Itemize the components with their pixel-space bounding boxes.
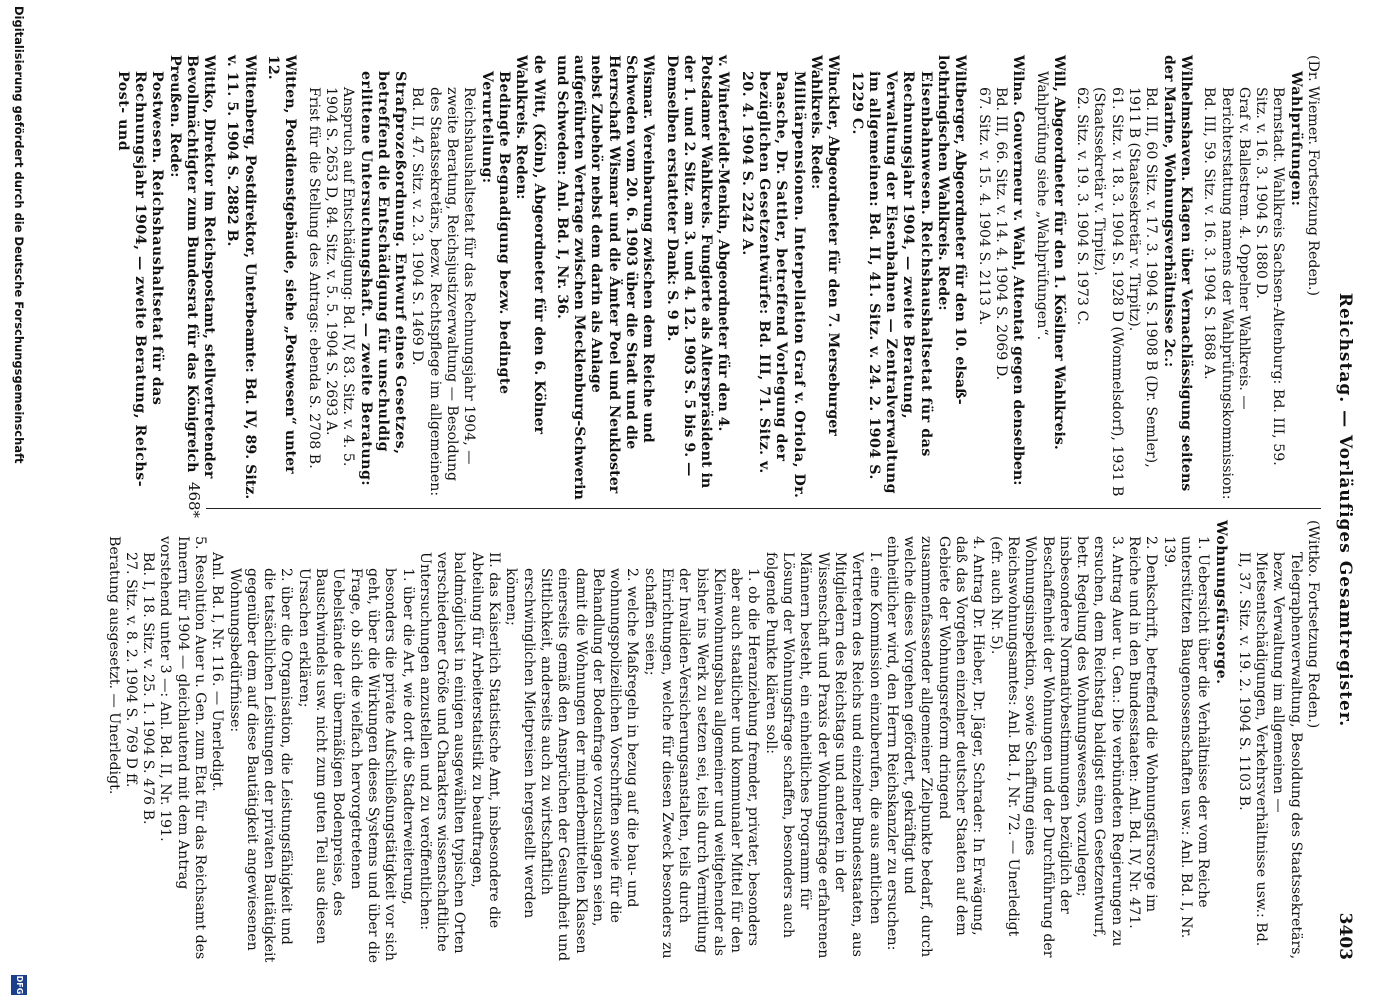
register-entry: Reichshaushaltsetat für das Rechnungsjahr 1904, — zweite Beratung, Reichsjustizverwaltung — Besoldung des Staatssekretärs, bezw. Rechtspflege im allgemeinen: Bd. II, 47. Sitz. v. 2. 3. 1904 S. 1469 D.	[409, 87, 478, 497]
register-entry: 3. Antrag Auer u. Gen.: Die verbündeten Regierungen zu ersuchen, dem Reichstag baldigst einen Gesetzentwurf, betr. Regelung des Wohnungswesens, vorzulegen; insbesondere Normativbestimmungen bezüglich der Beschaffenheit der Wohnungen und der Durchführung der Wohnungsinspektion, sowie Schaffung eines Reichswohnungsamtes: Anl. Bd. I, Nr. 72. — Unerledigt (efr. auch Nr. 5).	[987, 536, 1125, 958]
register-entry: Wohnungsfürsorge.	[1212, 520, 1229, 685]
digitization-footer	[5, 0, 31, 1000]
register-entry: Anl. Bd. I, Nr. 116. — Unerledigt.	[209, 552, 226, 792]
register-entry: Eisenbahnwesen. Reichshaushaltsetat für das Rechnungsjahr 1904, — zweite Beratung, Verwaltung der Eisenbahnen — Zentralverwaltung im allgemeinen: Bd. II, 41. Sitz. v. 24. 2. 1904 S. 1229 C.	[848, 71, 934, 495]
register-entry: Anspruch auf Entschädigung: Bd. IV, 83. Sitz. v. 4. 5. 1904 S. 2653 D, 84. Sitz. v. 5. 5. 1904 S. 2693 A.	[322, 87, 357, 467]
register-entry: II. das Kaiserlich Statistische Amt, insbesondere die Abteilung für Arbeiterstatistik zu beauftragen, baldmöglichst in einigen ausgewählten typischen Orten verschiedener Größe und Charakters wissenschaftliche Untersuchungen anzustellen und zu veröffentlichen:	[416, 552, 503, 954]
column-divider	[206, 508, 1321, 509]
register-entry: Witten, Postdienstgebäude, siehe „Postwesen“ unter 12.	[265, 55, 299, 474]
register-entry: Wismar. Vereinbarung zwischen dem Reiche und Schweden vom 20. 6. 1903 über die Stadt und die Herrschaft Wismar und die Ämter Poel und Neukloster nebst Zubehör nebst dem darin als Anlage aufgeführten Vertrage zwischen Mecklenburg-Schwerin und Schweden: Anl. Bd. I, Nr. 36.	[553, 55, 657, 500]
register-entry: Bernstadt. Wahlkreis Sachsen-Altenburg: Bd. III, 59. Sitz. v. 16. 3. 1904 S. 1880 D.	[1253, 87, 1287, 466]
register-entry: Bd. III, 60 Sitz. v. 17. 3. 1904 S. 1908 B (Dr. Semler), 1911 B (Staatssekretär v. Tirpitz).	[1126, 87, 1160, 468]
register-entry: 2. Denkschrift, betreffend die Wohnungsfürsorge im Reiche und in den Bundesstaaten: Anl. Bd. IV, Nr. 471.	[1126, 536, 1160, 929]
register-entry: de Witt, (Köln), Abgeordneter für den 6. Kölner Wahlkreis. Reden:	[513, 55, 547, 434]
register-entry: 2. welche Maßregeln in bezug auf die bau- und wohnungspolizeilichen Vorschriften sowie für die Behandlung der Bodenfrage vorzuschlagen seien, damit die Wohnungen der minderbemittelten Klassen einerseits gemäß den Ansprüchen der Gesundheit und Sittlichkeit, anderseits auch zu wirtschaftlich erschwinglichen Mietpreisen hergestellt werden können;	[503, 568, 641, 962]
register-entry: Wittenberg, Postdirektor, Unterbeamte: Bd. IV, 89. Sitz. v. 11. 5. 1904 S. 2882 B.	[224, 55, 258, 500]
entry-gap	[258, 55, 264, 500]
register-entry: 61. Sitz. v. 18. 3. 1904 S. 1928 D (Wommelsdorf), 1931 B (Staatssekretär v. Tirpitz).	[1091, 87, 1125, 497]
register-entry: Militärpensionen. Interpellation Graf v. Oriola, Dr. Paasche, Dr. Sattler, betreffend Vorlegung der bezüglichen Gesetzentwürfe: Bd. III, 71. Sitz. v. 20. 4. 1904 S. 2242 A.	[738, 71, 807, 499]
register-entry: (Wittko. Fortsetzung Reden.)	[1305, 520, 1321, 729]
register-entry: Wilna. Gouverneur v. Wahl, Attentat gegen denselben:	[1010, 55, 1027, 486]
register-entry: Bedingte Begnadigung bezw. bedingte Verurteilung:	[478, 71, 512, 395]
register-entry: Winckler, Abgeordneter für den 7. Merseburger Wahlkreis. Rede:	[807, 55, 842, 436]
register-entry: I. eine Kommission einzuberufen, die aus amtlichen Vertretern des Reichs und einzelner Bundesstaaten, aus Mitgliedern des Reichstags und anderen in der Wissenschaft und Praxis der Wohnungsfrage erfahrenen Männern besteht, ein einheitliches Programm für Lösung der Wohnungsfrage schaffen, besonders auch folgende Punkte klären soll:	[762, 552, 883, 959]
register-entry: Wilhelmshaven. Klagen über Vernachlässigung seitens der Marine, Wohnungsverhältnisse 2c.:	[1160, 55, 1194, 492]
register-entry: Frist für die Stellung des Antrags: ebenda S. 2708 B.	[305, 87, 322, 469]
register-entry: Bd. III, 66. Sitz. v. 14. 4. 1904 S. 2069 D.	[992, 87, 1009, 381]
register-entry: Telegraphenverwaltung, Besoldung des Staatssekretärs, bezw. Verwaltung im allgemeinen — Mietsentschädigungen, Verkehrsverhältnisse usw.: Bd. II, 37. Sitz. v. 19. 2. 1904 S. 1103 B.	[1235, 552, 1304, 960]
register-entry: Graf v. Ballestrem. 4. Oppelner Wahlkreis. — Berichterstattung namens der Wahlprüfungskommission: Bd. III, 59. Sitz. v. 16. 3. 1904 S. 1868 A.	[1201, 87, 1252, 500]
footer-text: Digitalisierung gefördert durch die Deutsche Forschungsgemeinschaft	[12, 6, 26, 464]
header-page-number: 3403	[1335, 912, 1355, 960]
register-entry: Will, Abgeordneter für den 1. Kösliner Wahlkreis.	[1050, 55, 1067, 450]
register-entry: 67. Sitz. v. 15. 4. 1904 S. 2113 A.	[975, 87, 992, 326]
register-entry: Wahlprüfung siehe „Wahlprüfungen“.	[1033, 71, 1050, 341]
register-entry: Bd. I, 18. Sitz. v. 25. 1. 1904 S. 476 B.	[140, 552, 157, 825]
register-entry: Beratung ausgesetzt. — Unerledigt.	[105, 536, 122, 795]
running-header	[1329, 60, 1355, 960]
register-entry: Wittko, Direktor im Reichspostamt, stellvertretender Bevollmächtigter zum Bundesrat für das Königreich Preußen. Rede:	[166, 55, 218, 479]
page-number-footer: 468*	[185, 481, 203, 519]
register-entry: v. Winterfeldt-Menkin, Abgeordneter für den 4. Potsdamer Wahlkreis. Fungierte als Alterspräsident in der 1. und 2. Sitz. am 3. und 4. 12. 1903 S. 5 bis 9. — Demselben erstatteter Dank: S. 9 B.	[663, 55, 732, 489]
register-entry: 4. Antrag Dr. Hieber, Dr. Jäger, Schrader: In Erwägung, daß das Vorgehen einzelner deutscher Staaten auf dem Gebiete der Wohnungsreform dringend zusammenfassender allgemeiner Zielpunkte bedarf, durch welche dieses Vorgehen gefördert, gekräftigt und einheitlicher wird, den Herrn Reichskanzler zu ersuchen:	[883, 536, 987, 958]
register-entry: Postwesen. Reichshaushaltsetat für das Rechnungsjahr 1904, — zweite Beratung, Reichs-Post- und	[114, 71, 166, 488]
register-entry: Wahlprüfungen:	[1287, 71, 1304, 207]
header-title: Reichstag. — Vorläufiges Gesamtregister.	[1335, 292, 1355, 728]
register-entry: 62. Sitz. v. 19. 3. 1904 S. 1973 C.	[1074, 87, 1091, 326]
register-entry: 27. Sitz. v. 8. 2. 1904 S. 769 D ff.	[122, 552, 139, 788]
register-entry: 1. über die Art, wie dort die Stadterweiterung, besonders die private Aufschließungstätigkeit vor sich geht, über die Wirkungen dieses Systems und über die Frage, ob sich die vielfach hervorgetretenen Uebelstände der übermäßigen Bodenpreise, des Bauschwindels usw. nicht zum guten Teil aus diesen Ursachen erklären;	[295, 568, 416, 964]
dfg-logo: DFG	[11, 975, 27, 995]
register-entry: 2. über die Organisation, die Leistungsfähigkeit und die tatsächlichen Leistungen der privaten Bautätigkeit gegenüber dem auf diese Bautätigkeit angewiesenen Wohnungsbedürfnisse:	[226, 568, 295, 963]
register-entry: 5. Resolution Auer u. Gen. zum Etat für das Reichsamt des Innern für 1904 — gleichlautend mit dem Antrag vorstehend unter 3 —: Anl. Bd. II, Nr. 191.	[157, 536, 208, 960]
register-entry: 1. Uebersicht über die Verhältnisse der vom Reiche unterstützten Baugenossenschaften usw.: Anl. Bd. I, Nr. 139.	[1160, 536, 1212, 939]
register-entry: 1. ob die Heranziehung fremder, privater, besonders aber auch staatlicher und kommunaler Mittel für den Kleinwohnungsbau allgemeiner und weitgehender als bisher ins Werk zu setzen sei, teils durch Vermittlung der Invaliden-Versicherungsanstalten, teils durch Einrichtungen, welche für diesen Zweck besonders zu schaffen seien;	[641, 568, 762, 959]
right-column	[104, 520, 1321, 965]
register-entry: Wiltberger, Abgeordneter für den 10. elsaß-lothringischen Wahlkreis. Rede:	[935, 55, 969, 405]
entry-gap	[1067, 55, 1073, 500]
register-entry: (Dr. Wiemer. Fortsetzung Reden.)	[1305, 55, 1321, 297]
left-column	[113, 55, 1321, 500]
register-entry: Strafprozeßordnung. Entwurf eines Gesetzes, betreffend die Entschädigung für unschuldig erlittene Untersuchungshaft. — zweite Beratung:	[357, 71, 409, 487]
